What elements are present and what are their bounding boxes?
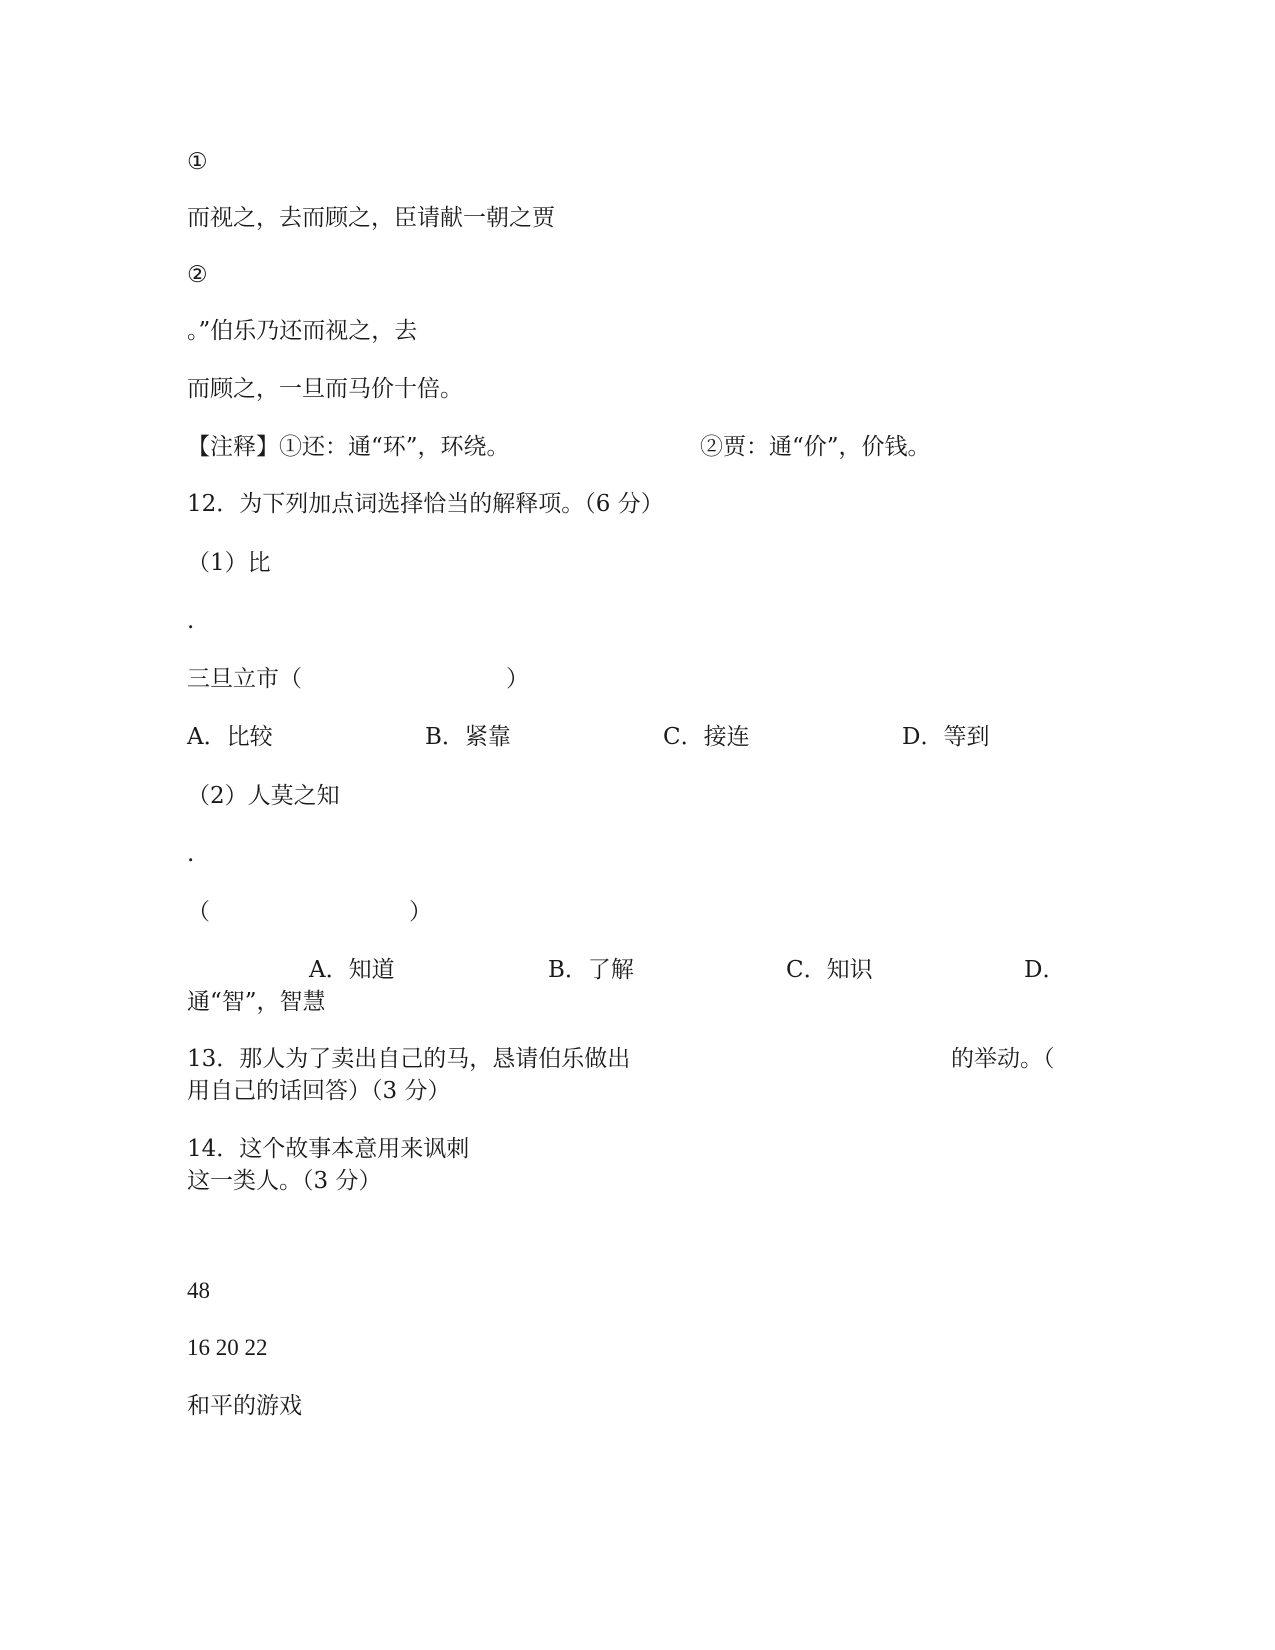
passage-marker-2: ② [187, 262, 208, 288]
q13-line-1: 13．那人为了卖出自己的马，恳请伯乐做出 [187, 1046, 631, 1072]
q12-sub2-option-c: C．知识 [786, 957, 873, 983]
annotation-right: ②贾：通“价”，价钱。 [700, 434, 931, 460]
q12-sub2-open-paren: （ [187, 899, 210, 925]
q12-sub2-option-d-text: 通“智”，智慧 [187, 989, 326, 1015]
q12-sub1-text: 三旦立市（ [187, 666, 302, 692]
q12-sub1-close-paren: ） [506, 666, 529, 692]
q12-sub1-dot: . [187, 608, 195, 634]
passage-marker-1: ① [187, 149, 208, 175]
passage-line-1: 而视之，去而顾之，臣请献一朝之贾 [187, 205, 555, 231]
footer-number: 48 [187, 1278, 210, 1303]
q12-sub2-label: （2）人莫之知 [187, 783, 340, 809]
passage-line-2: 。”伯乐乃还而视之，去 [187, 318, 418, 344]
q14-line-2: 这一类人。（3 分） [187, 1168, 382, 1194]
q12-sub1-label: （1）比 [187, 550, 271, 576]
q12-sub2-option-d: D． [1024, 957, 1066, 983]
q12-sub1-option-d: D．等到 [902, 724, 990, 750]
q12-sub1-option-a: A．比较 [187, 724, 273, 750]
q14-line-1: 14．这个故事本意用来讽刺 [187, 1136, 470, 1162]
q12-sub2-option-b: B．了解 [548, 957, 634, 983]
q13-line-2: 用自己的话回答）（3 分） [187, 1078, 451, 1104]
q12-sub2-close-paren: ） [409, 899, 432, 925]
q13-line-1-right: 的举动。（ [951, 1046, 1055, 1072]
footer-text: 和平的游戏 [187, 1393, 302, 1419]
q12-sub1-option-c: C．接连 [663, 724, 750, 750]
q12-title: 12．为下列加点词选择恰当的解释项。（6 分） [187, 491, 664, 517]
q12-sub2-option-a: A．知道 [309, 957, 395, 983]
q12-sub2-dot: . [187, 841, 195, 867]
annotation-left: 【注释】①还：通“环”，环绕。 [187, 434, 510, 460]
passage-line-3: 而顾之，一旦而马价十倍。 [187, 376, 463, 402]
q12-sub1-option-b: B．紧靠 [425, 724, 511, 750]
footer-numbers: 16 20 22 [187, 1335, 268, 1360]
